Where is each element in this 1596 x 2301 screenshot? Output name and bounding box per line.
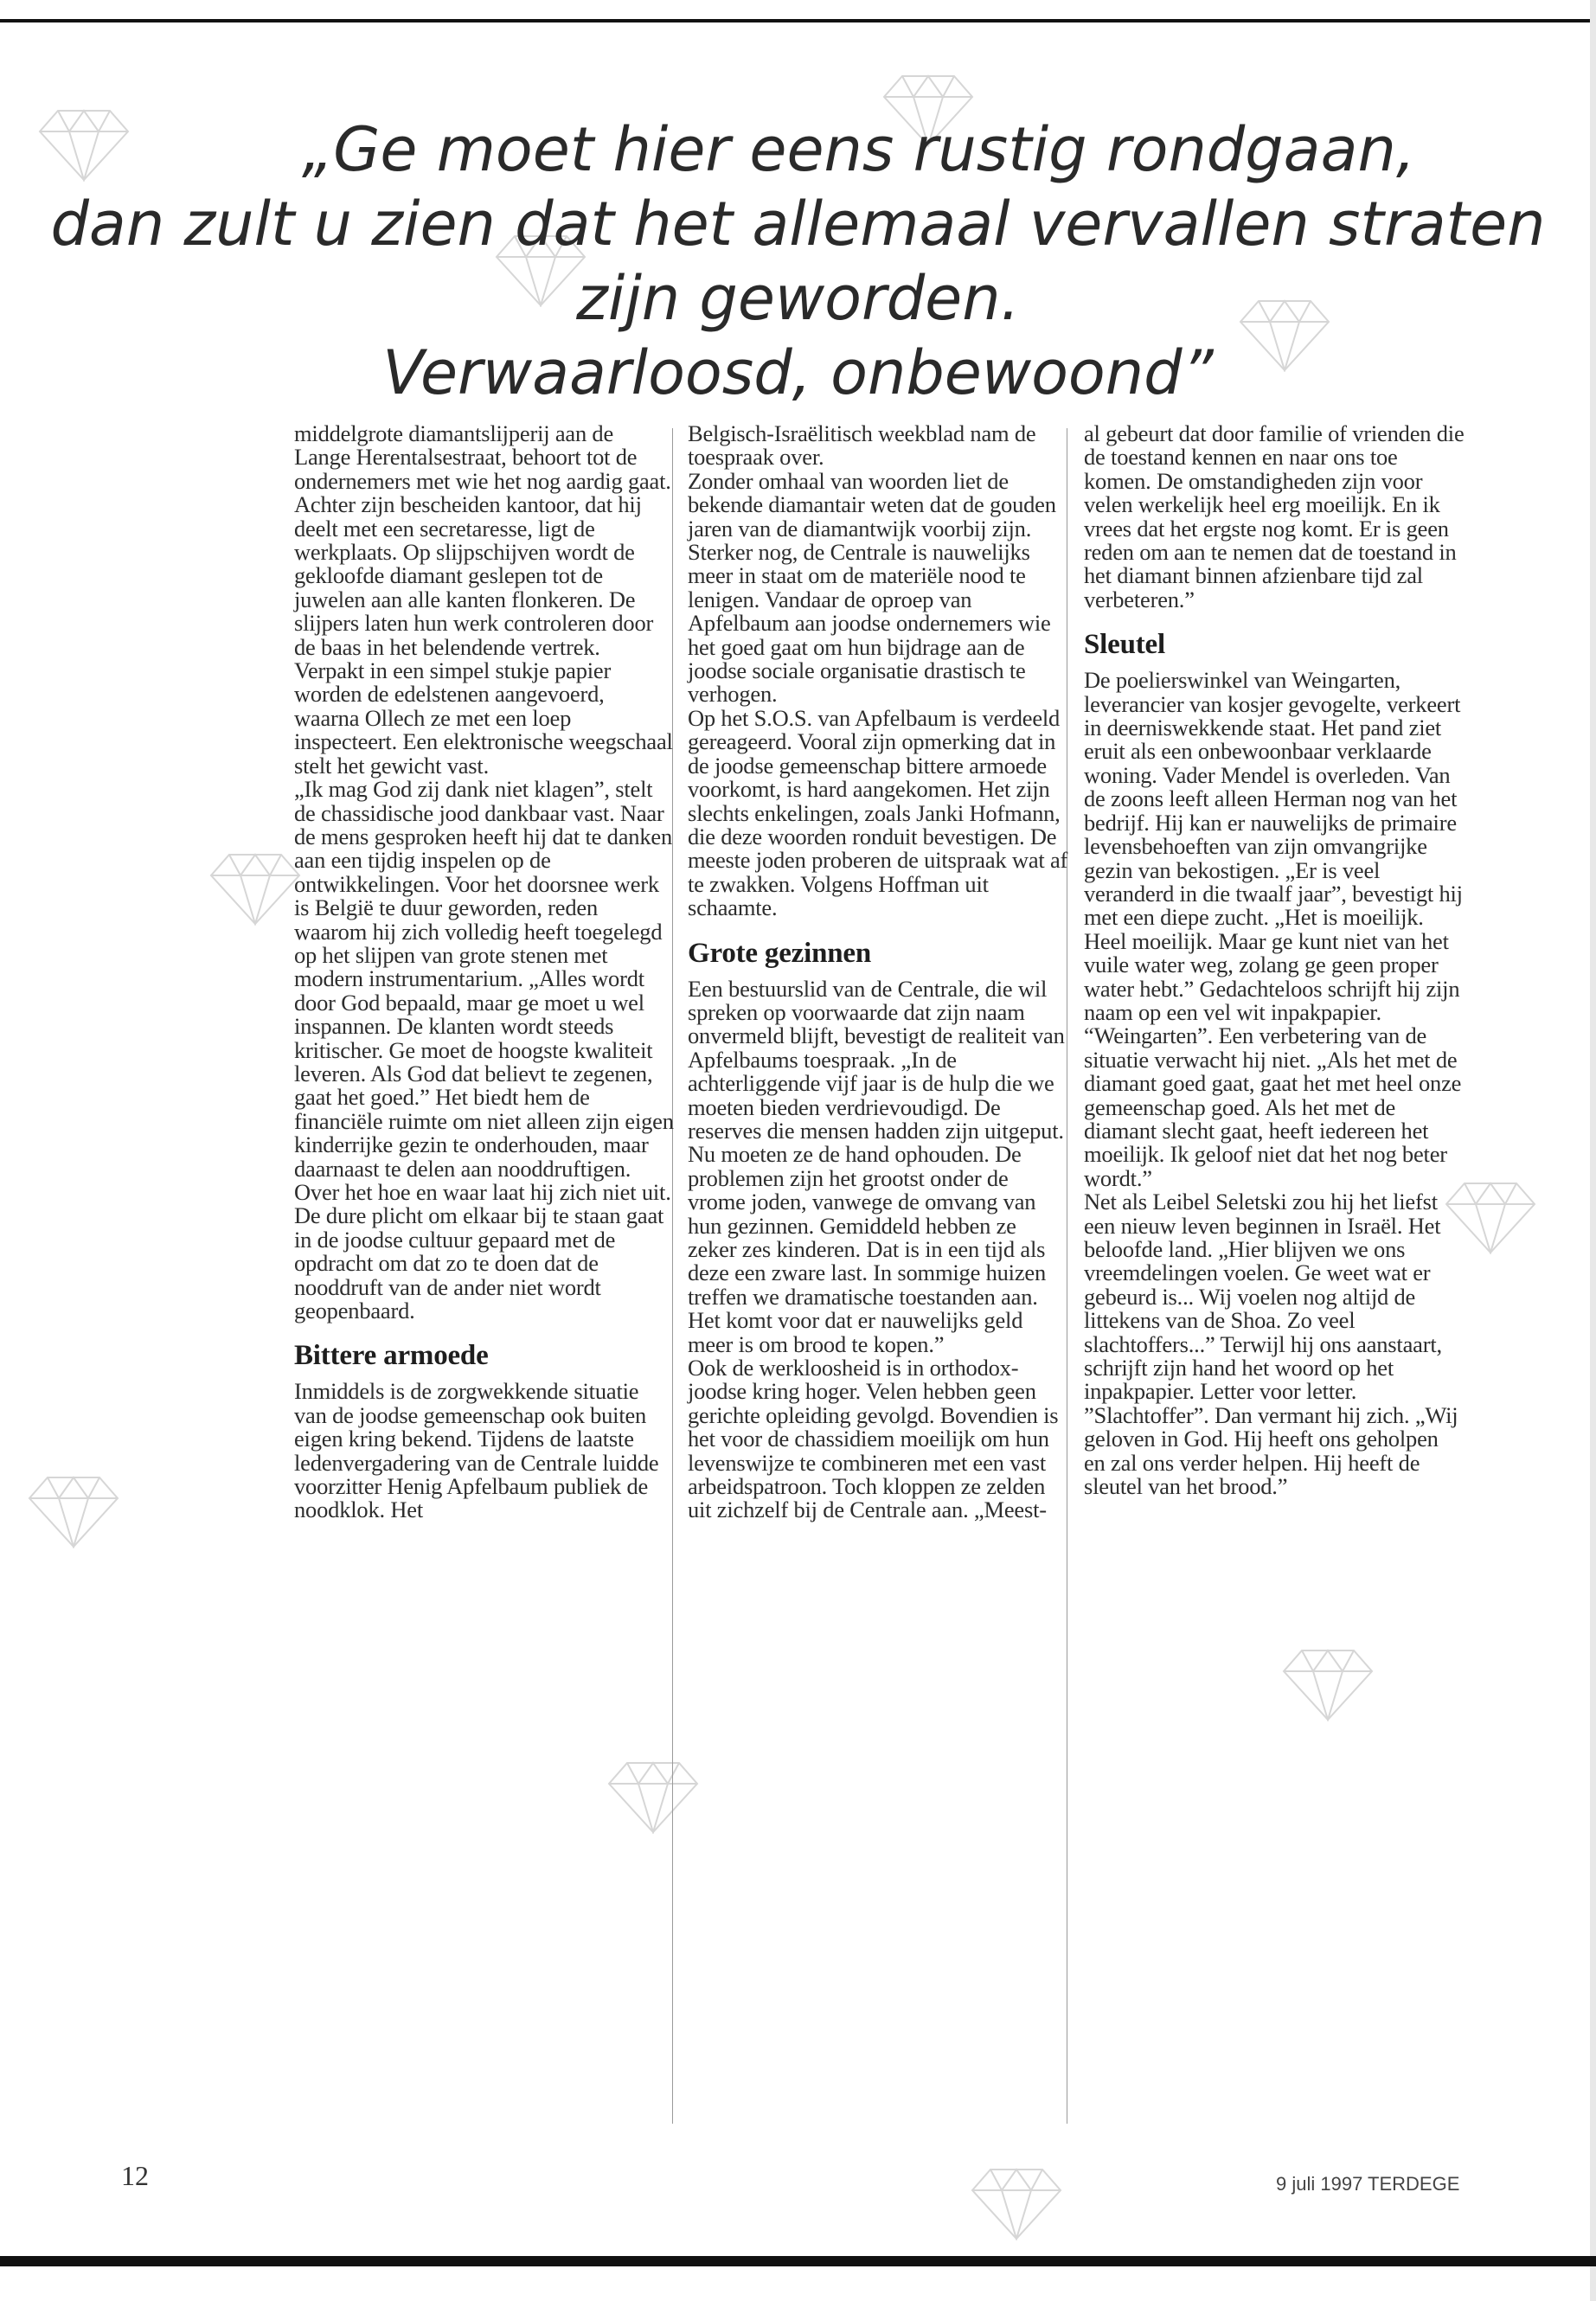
subheading-bittere-armoede: Bittere armoede <box>294 1340 489 1372</box>
diamond-icon <box>1280 1644 1375 1721</box>
top-rule <box>0 19 1596 22</box>
paragraph: Ook de werkloosheid is in orthodox-joodse kring hoger. Velen hebben geen gerichte opleiding gevolgd. Bovendien is het voor de chassidiem moeilijk om hun levenswijze te combineren met een vast arbeidspatroon. Toch kloppen ze zelden uit zichzelf bij de Centrale aan. „Meest- <box>688 1355 1059 1523</box>
article-column-1 <box>294 422 675 1522</box>
diamond-icon <box>606 1756 701 1834</box>
paragraph: al gebeurt dat door familie of vrienden die de toestand kennen en naar ons toe komen. De omstandigheden zijn voor velen werkelijk heel erg moeilijk. En ik vrees dat het ergste nog komt. Er is geen reden om aan te nemen dat de toestand in het diamant binnen afzienbare tijd zal verbeteren.” <box>1084 420 1465 612</box>
page-number: 12 <box>121 2160 149 2191</box>
headline-line-3: zijn geworden. <box>576 263 1020 334</box>
diamond-icon <box>26 1471 121 1548</box>
paragraph: Net als Leibel Seletski zou hij het liefst een nieuw leven beginnen in Israël. Het beloofde land. „Hier blijven we ons vreemdelingen voelen. Ge weet wat er gebeurd is... Wij voelen nog altijd de littekens van de Shoa. Zo veel slachtoffers...” Terwijl hij ons aanstaart, schrijft zijn hand het woord op het inpakpapier. Letter voor letter. ”Slachtoffer”. Dan vermant hij zich. „Wij geloven in God. Hij heeft ons geholpen en zal ons verder helpen. Hij heeft de sleutel van het brood.” <box>1084 1189 1458 1500</box>
paragraph: De poelierswinkel van Weingarten, leverancier van kosjer gevogelte, verkeert in deerniswekkende staat. Het pand ziet eruit als een onbewoonbaar verklaarde woning. Vader Mendel is overleden. Van de zoons leeft alleen Herman nog van het bedrijf. Hij kan er nauwelijks de primaire levensbehoeften van zijn omvangrijke gezin van bekostigen. „Er is veel veranderd in die twaalf jaar”, bevestigt hij met een diepe zucht. „Het is moeilijk. Heel moeilijk. Maar ge kunt niet van het vuile water weg, zolang ge geen proper water hebt.” Gedachteloos schrijft hij zijn naam op een vel wit inpakpapier. “Weingarten”. Een verbetering van de situatie verwacht hij niet. „Als het met de diamant goed gaat, gaat het met heel onze gemeenschap goed. Als het met de diamant slecht gaat, heeft iedereen het moeilijk. Ik geloof niet dat het nog beter wordt.” <box>1084 667 1463 1191</box>
headline-line-4: Verwaarloosd, onbewoond” <box>382 337 1214 408</box>
article-column-2 <box>688 422 1068 1522</box>
paragraph: Belgisch-Israëlitisch weekblad nam de toespraak over. <box>688 420 1036 471</box>
issue-date: 9 juli 1997 TERDEGE <box>1276 2173 1460 2195</box>
paragraph: Op het S.O.S. van Apfelbaum is verdeeld gereageerd. Vooral zijn opmerking dat in de joodse gemeenschap bittere armoede voorkomt, is hard aangekomen. Het zijn slechts enkelingen, zoals Janki Hofmann, die deze woorden ronduit bevestigen. De meeste joden proberen de uitspraak wat af te zwakken. Volgens Hoffman uit schaamte. <box>688 704 1068 921</box>
article-column-3 <box>1084 422 1465 1498</box>
subheading-grote-gezinnen: Grote gezinnen <box>688 937 871 969</box>
paragraph: „Ik mag God zij dank niet klagen”, stelt de chassidische jood dankbaar vast. Naar de mens gesproken heeft hij dat te danken aan een tijdig inspelen op de ontwikkelingen. Voor het doorsnee werk is België te duur geworden, reden waarom hij zich volledig heeft toegelegd op het slijpen van grote stenen met modern instrumentarium. „Alles wordt door God bepaald, maar ge moet u wel inspannen. De klanten wordt steeds kritischer. Ge moet de hoogste kwaliteit leveren. Als God dat believt te zegenen, gaat het goed.” Het biedt hem de financiële ruimte om niet alleen zijn eigen kinderrijke gezin te onderhouden, maar daarnaast te delen aan nooddruftigen. Over het hoe en waar laat hij zich niet uit. De dure plicht om elkaar bij te staan gaat in de joodse cultuur gepaard met de opdracht om dat zo te doen dat de nooddruft van de ander niet wordt geopenbaard. <box>294 776 674 1324</box>
subheading-sleutel: Sleutel <box>1084 629 1165 661</box>
diamond-icon <box>969 2163 1064 2240</box>
bottom-rule <box>0 2256 1596 2266</box>
diamond-icon <box>208 848 303 926</box>
headline-line-1: „Ge moet hier eens rustig rondgaan, <box>301 114 1416 185</box>
headline-line-2: dan zult u zien dat het allemaal vervallen straten <box>50 189 1546 260</box>
paragraph: Inmiddels is de zorgwekkende situatie van de joodse gemeenschap ook buiten eigen kring bekend. Tijdens de laatste ledenvergadering van de Centrale luidde voorzitter Henig Apfelbaum publiek de noodklok. Het <box>294 1378 659 1523</box>
pull-quote-headline <box>0 112 1596 410</box>
paragraph: Een bestuurslid van de Centrale, die wil spreken op voorwaarde dat zijn naam onvermeld blijft, bevestigt de realiteit van Apfelbaums toespraak. „In de achterliggende vijf jaar is de hulp die we moeten bieden verdrievoudigd. De reserves die mensen hadden zijn uitgeput. Nu moeten ze de hand ophouden. De problemen zijn het grootst onder de vrome joden, vanwege de omvang van hun gezinnen. Gemiddeld hebben ze zeker zes kinderen. Dat is in een tijd als deze een zware last. In sommige huizen treffen we dramatische toestanden aan. Het komt voor dat er nauwelijks geld meer is om brood te kopen.” <box>688 975 1065 1357</box>
paragraph: Zonder omhaal van woorden liet de bekende diamantair weten dat de gouden jaren van de diamantwijk voorbij zijn. Sterker nog, de Centrale is nauwelijks meer in staat om de materiële nood te lenigen. Vandaar de oproep van Apfelbaum aan joodse ondernemers wie het goed gaat om hun bijdrage aan de joodse sociale organisatie drastisch te verhogen. <box>688 467 1056 708</box>
paragraph: middelgrote diamantslijperij aan de Lange Herentalsestraat, behoort tot de ondernemers met wie het nog aardig gaat. Achter zijn bescheiden kantoor, dat hij deelt met een secretaresse, ligt de werkplaats. Op slijpschijven wordt de gekloofde diamant geslepen tot de juwelen aan alle kanten flonkeren. De slijpers laten hun werk controleren door de baas in het belendende vertrek. Verpakt in een simpel stukje papier worden de edelstenen aangevoerd, waarna Ollech ze met een loep inspecteert. Een elektronische weegschaal stelt het gewicht vast. <box>294 420 673 779</box>
